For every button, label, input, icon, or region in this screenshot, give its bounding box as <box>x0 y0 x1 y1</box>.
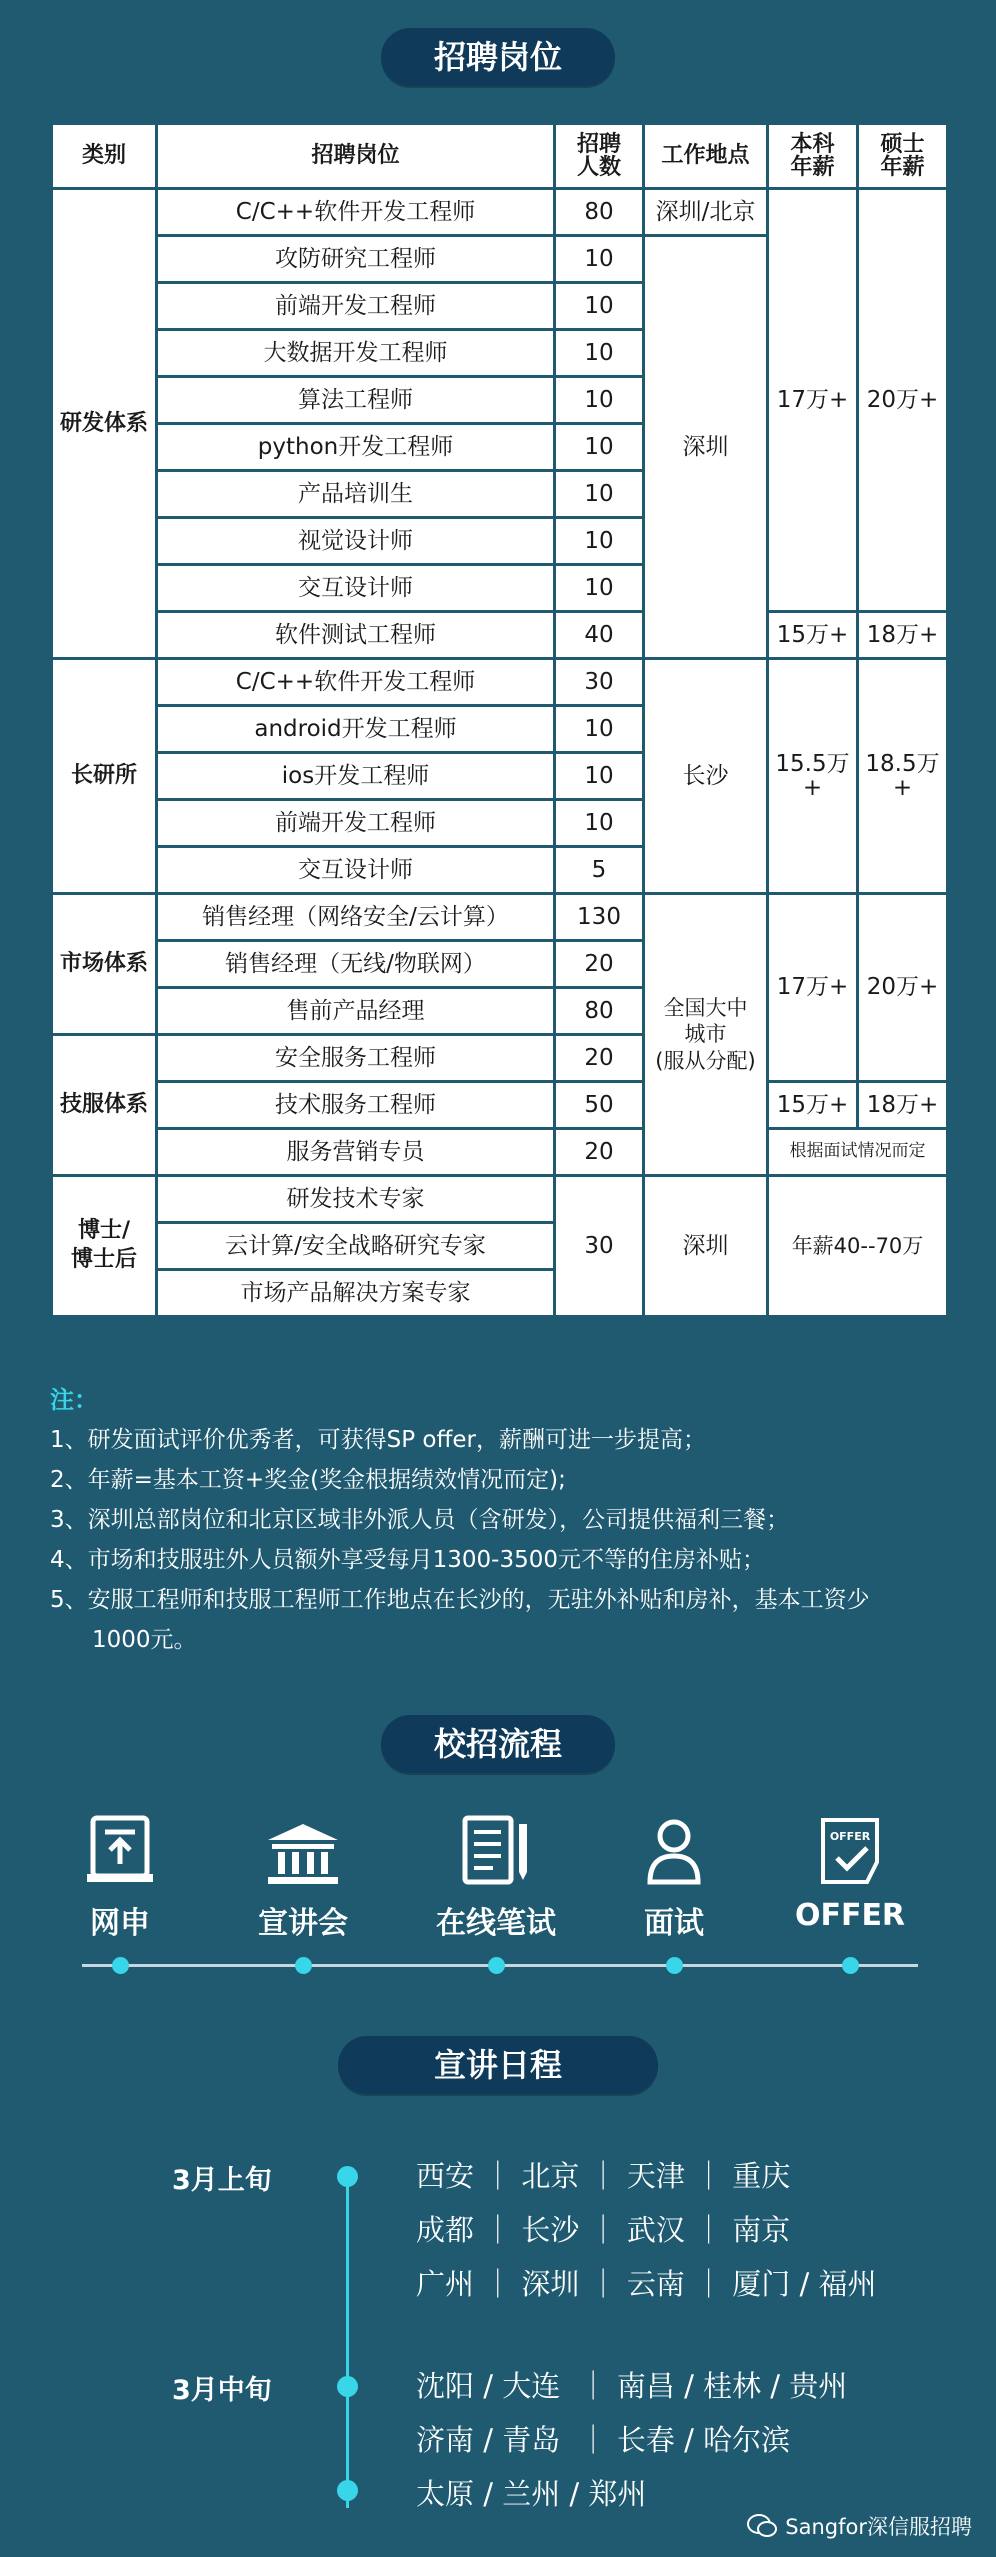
job-cell: 交互设计师 <box>158 566 553 610</box>
offer-icon-text: OFFER <box>829 1830 871 1843</box>
step-written-test <box>421 1810 571 1942</box>
job-cell: 算法工程师 <box>158 378 553 422</box>
category-changyan: 长研所 <box>53 660 155 892</box>
count-cell: 10 <box>556 331 642 375</box>
step-apply <box>45 1810 195 1942</box>
process-dot <box>488 1957 505 1974</box>
process-dot <box>666 1957 683 1974</box>
table-row <box>53 1130 946 1174</box>
count-cell: 10 <box>556 707 642 751</box>
notes-title: 注： <box>50 1386 98 1414</box>
category-market: 市场体系 <box>53 895 155 1033</box>
job-cell: ios开发工程师 <box>158 754 553 798</box>
job-cell: 销售经理（网络安全/云计算） <box>158 895 553 939</box>
note-item-continuation: 1000元。 <box>92 1627 197 1653</box>
count-cell: 40 <box>556 613 642 657</box>
job-cell: 安全服务工程师 <box>158 1036 553 1080</box>
count-cell: 80 <box>556 989 642 1033</box>
city-line: 沈阳 / 大连 ｜ 南昌 / 桂林 / 贵州 <box>416 2369 848 2403</box>
note-item: 4、市场和技服驻外人员额外享受每月1300-3500元不等的住房补贴； <box>50 1547 765 1573</box>
count-cell: 5 <box>556 848 642 892</box>
timeline-line <box>346 2168 349 2508</box>
table-row <box>53 190 946 234</box>
table-header-row <box>53 125 946 187</box>
job-cell: C/C++软件开发工程师 <box>158 190 553 234</box>
online-apply-icon <box>45 1810 195 1886</box>
table-row <box>53 660 946 704</box>
job-cell: 云计算/安全战略研究专家 <box>158 1224 553 1268</box>
process-flow <box>0 1810 996 1990</box>
period-early-march: 3月上旬 <box>172 2165 272 2196</box>
note-item: 1、研发面试评价优秀者，可获得SP offer，薪酬可进一步提高； <box>50 1427 706 1453</box>
notes-section <box>50 1380 950 1660</box>
step-label: 网申 <box>90 1906 150 1941</box>
location-cell: 全国大中 城市 (服从分配) <box>645 895 766 1174</box>
step-offer <box>775 1810 925 1933</box>
job-cell: 研发技术专家 <box>158 1177 553 1221</box>
header-bachelor-salary: 本科 年薪 <box>769 125 856 187</box>
count-cell: 10 <box>556 801 642 845</box>
process-dot <box>112 1957 129 1974</box>
job-cell: 产品培训生 <box>158 472 553 516</box>
location-cell: 深圳 <box>645 237 766 657</box>
job-cell: 前端开发工程师 <box>158 284 553 328</box>
step-label: 在线笔试 <box>436 1906 556 1941</box>
watermark <box>747 2511 972 2541</box>
job-cell: 视觉设计师 <box>158 519 553 563</box>
city-line: 济南 / 青岛 ｜ 长春 / 哈尔滨 <box>416 2423 791 2457</box>
process-dot <box>295 1957 312 1974</box>
salary-cell: 18万+ <box>859 1083 946 1127</box>
watermark-text: Sangfor深信服招聘 <box>785 2515 972 2539</box>
count-cell: 10 <box>556 378 642 422</box>
count-cell: 10 <box>556 472 642 516</box>
location-cell: 深圳 <box>645 1177 766 1315</box>
salary-cell: 18.5万+ <box>859 660 946 892</box>
table-row <box>53 1083 946 1127</box>
job-cell: 交互设计师 <box>158 848 553 892</box>
offer-badge-icon <box>775 1810 925 1886</box>
note-item: 5、安服工程师和技服工程师工作地点在长沙的，无驻外补贴和房补，基本工资少 <box>50 1587 870 1613</box>
salary-cell: 17万+ <box>769 190 856 610</box>
category-phd: 博士/ 博士后 <box>53 1177 155 1315</box>
city-line: 成都 ｜ 长沙 ｜ 武汉 ｜ 南京 <box>416 2213 791 2247</box>
category-techservice: 技服体系 <box>53 1036 155 1174</box>
schedule-heading: 宣讲日程 <box>338 2036 658 2094</box>
location-cell: 长沙 <box>645 660 766 892</box>
header-count: 招聘 人数 <box>556 125 642 187</box>
salary-cell: 15.5万+ <box>769 660 856 892</box>
job-cell: 市场产品解决方案专家 <box>158 1271 553 1315</box>
job-cell: C/C++软件开发工程师 <box>158 660 553 704</box>
table-row <box>53 613 946 657</box>
count-cell: 10 <box>556 566 642 610</box>
process-heading: 校招流程 <box>381 1715 615 1773</box>
count-cell: 50 <box>556 1083 642 1127</box>
positions-table <box>50 122 949 1318</box>
count-cell: 10 <box>556 284 642 328</box>
step-interview <box>599 1810 749 1942</box>
header-location: 工作地点 <box>645 125 766 187</box>
period-mid-march: 3月中旬 <box>172 2375 272 2406</box>
salary-cell: 20万+ <box>859 895 946 1080</box>
table-row <box>53 895 946 939</box>
job-cell: 销售经理（无线/物联网） <box>158 942 553 986</box>
note-item: 3、深圳总部岗位和北京区域非外派人员（含研发），公司提供福利三餐； <box>50 1507 790 1533</box>
institution-icon <box>228 1810 378 1886</box>
count-cell: 10 <box>556 754 642 798</box>
timeline-dot <box>337 2376 358 2397</box>
salary-cell: 20万+ <box>859 190 946 610</box>
location-cell: 深圳/北京 <box>645 190 766 234</box>
city-line: 西安 ｜ 北京 ｜ 天津 ｜ 重庆 <box>416 2159 791 2193</box>
table-row <box>53 1177 946 1221</box>
step-seminar <box>228 1810 378 1942</box>
header-master-salary: 硕士 年薪 <box>859 125 946 187</box>
count-cell: 130 <box>556 895 642 939</box>
step-label: OFFER <box>794 1898 906 1933</box>
count-cell: 30 <box>556 1177 642 1315</box>
salary-cell: 17万+ <box>769 895 856 1080</box>
count-cell: 30 <box>556 660 642 704</box>
count-cell: 80 <box>556 190 642 234</box>
notepad-pen-icon <box>421 1810 571 1886</box>
count-cell: 20 <box>556 1130 642 1174</box>
person-icon <box>599 1810 749 1886</box>
salary-cell: 15万+ <box>769 613 856 657</box>
job-cell: 服务营销专员 <box>158 1130 553 1174</box>
salary-cell: 18万+ <box>859 613 946 657</box>
job-cell: 前端开发工程师 <box>158 801 553 845</box>
job-cell: 软件测试工程师 <box>158 613 553 657</box>
positions-heading: 招聘岗位 <box>381 28 615 86</box>
schedule-timeline <box>0 2120 996 2540</box>
header-position: 招聘岗位 <box>158 125 553 187</box>
header-category: 类别 <box>53 125 155 187</box>
job-cell: 大数据开发工程师 <box>158 331 553 375</box>
count-cell: 10 <box>556 425 642 469</box>
timeline-dot <box>337 2480 358 2501</box>
count-cell: 20 <box>556 942 642 986</box>
job-cell: 攻防研究工程师 <box>158 237 553 281</box>
count-cell: 20 <box>556 1036 642 1080</box>
city-line: 广州 ｜ 深圳 ｜ 云南 ｜ 厦门 / 福州 <box>416 2267 877 2301</box>
salary-cell: 15万+ <box>769 1083 856 1127</box>
job-cell: android开发工程师 <box>158 707 553 751</box>
job-cell: python开发工程师 <box>158 425 553 469</box>
salary-note-cell: 根据面试情况而定 <box>769 1130 946 1174</box>
category-rd: 研发体系 <box>53 190 155 657</box>
process-dot <box>842 1957 859 1974</box>
timeline-dot <box>337 2166 358 2187</box>
note-item: 2、年薪=基本工资+奖金(奖金根据绩效情况而定); <box>50 1467 566 1493</box>
city-line: 太原 / 兰州 / 郑州 <box>416 2477 647 2511</box>
step-label: 面试 <box>644 1906 704 1941</box>
job-cell: 售前产品经理 <box>158 989 553 1033</box>
count-cell: 10 <box>556 237 642 281</box>
count-cell: 10 <box>556 519 642 563</box>
salary-cell: 年薪40--70万 <box>769 1177 946 1315</box>
wechat-icon <box>747 2513 777 2539</box>
step-label: 宣讲会 <box>258 1906 348 1941</box>
job-cell: 技术服务工程师 <box>158 1083 553 1127</box>
